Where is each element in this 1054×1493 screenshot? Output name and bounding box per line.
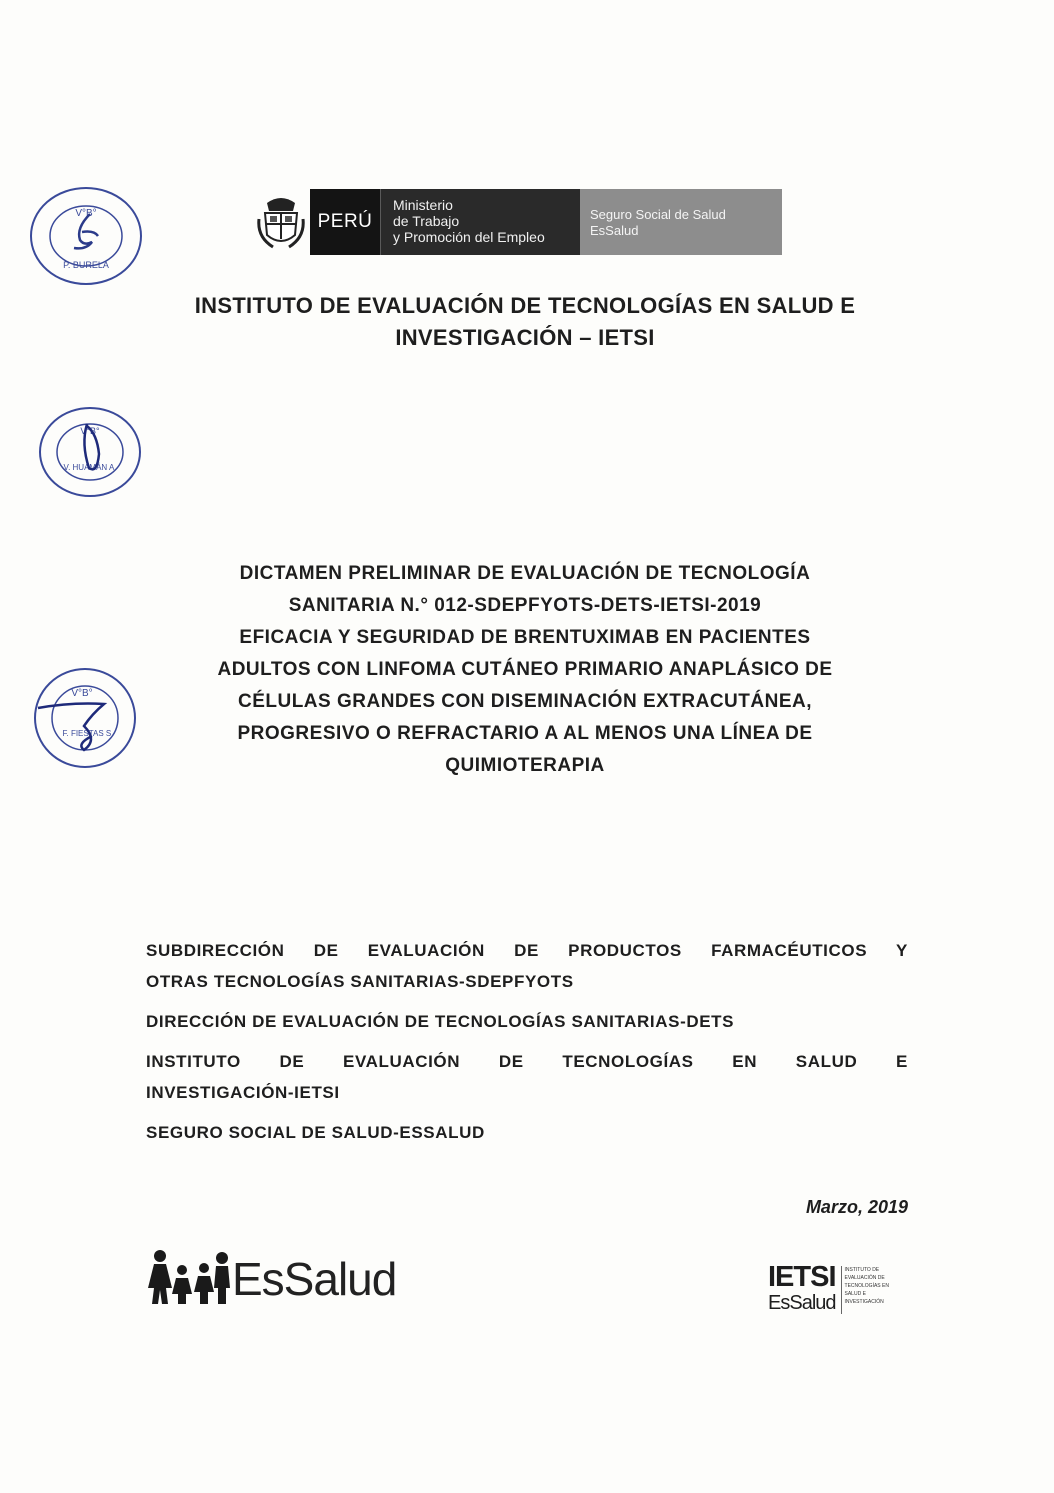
unit-direccion: DIRECCIÓN DE EVALUACIÓN DE TECNOLOGÍAS SANITARIAS-DETS bbox=[146, 1012, 735, 1031]
essalud-wordmark: EsSalud bbox=[232, 1253, 397, 1305]
stamp-1-top: V°B° bbox=[75, 208, 97, 219]
stamp-2-name: V. HUAMÁN A. bbox=[63, 463, 117, 472]
document-date: Marzo, 2019 bbox=[805, 1197, 908, 1217]
family-figures-icon bbox=[146, 1248, 230, 1304]
ietsi-sub-wordmark: EsSalud bbox=[768, 1292, 836, 1314]
stamp-2-top: V°B° bbox=[80, 426, 100, 436]
signature-1-icon bbox=[74, 214, 98, 248]
signature-3-icon bbox=[38, 704, 104, 751]
dictamen-title: DICTAMEN PRELIMINAR DE EVALUACIÓN DE TECNOLOGÍA SANITARIA N.° 012-SDEPFYOTS-DETS-IETSI-2019 EFICACIA Y SEGURIDAD DE BRENTUXIMAB EN PACIENTES ADULTOS CON LINFOMA CUTÁNEO PRIMARIO ANAPLÁSICO DE CÉLULAS GRANDES CON DISEMINACIÓN EXTRACUTÁNEA, PROGRESIVO O REFRACTARIO A AL MENOS UNA LÍNEA DE QUIMIOTERAPIA bbox=[217, 563, 833, 776]
unit-seguro: SEGURO SOCIAL DE SALUD-ESSALUD bbox=[146, 1123, 485, 1142]
peru-label: PERÚ bbox=[310, 189, 380, 255]
agency-label: Seguro Social de Salud EsSalud bbox=[580, 189, 782, 255]
approval-stamp-2 bbox=[37, 404, 143, 505]
government-banner bbox=[252, 189, 782, 255]
ietsi-side-text: INSTITUTO DE EVALUACIÓN DE TECNOLOGÍAS EN SALUD E INVESTIGACIÓN bbox=[841, 1266, 897, 1314]
unit-subdireccion: SUBDIRECCIÓN DE EVALUACIÓN DE PRODUCTOS FARMACÉUTICOS Y OTRAS TECNOLOGÍAS SANITARIAS-SDEPFYOTS bbox=[146, 941, 908, 991]
ietsi-wordmark: IETSI bbox=[768, 1261, 836, 1293]
unit-instituto: INSTITUTO DE EVALUACIÓN DE TECNOLOGÍAS EN SALUD E INVESTIGACIÓN-IETSI bbox=[146, 1052, 908, 1102]
organizational-units bbox=[146, 935, 908, 1157]
stamp-3-top: V°B° bbox=[71, 688, 93, 699]
stamp-1-name: P. BURELA bbox=[63, 260, 109, 270]
peru-coat-of-arms-icon bbox=[252, 189, 310, 255]
ietsi-logo bbox=[768, 1262, 897, 1314]
ministry-label: Ministerio de Trabajo y Promoción del Empleo bbox=[380, 189, 580, 255]
stamp-3-name: F. FIESTAS S. bbox=[62, 729, 114, 738]
approval-stamp-1 bbox=[28, 184, 144, 293]
essalud-logo bbox=[146, 1248, 396, 1304]
institute-title: INSTITUTO DE EVALUACIÓN DE TECNOLOGÍAS EN SALUD E INVESTIGACIÓN – IETSI bbox=[194, 293, 856, 350]
